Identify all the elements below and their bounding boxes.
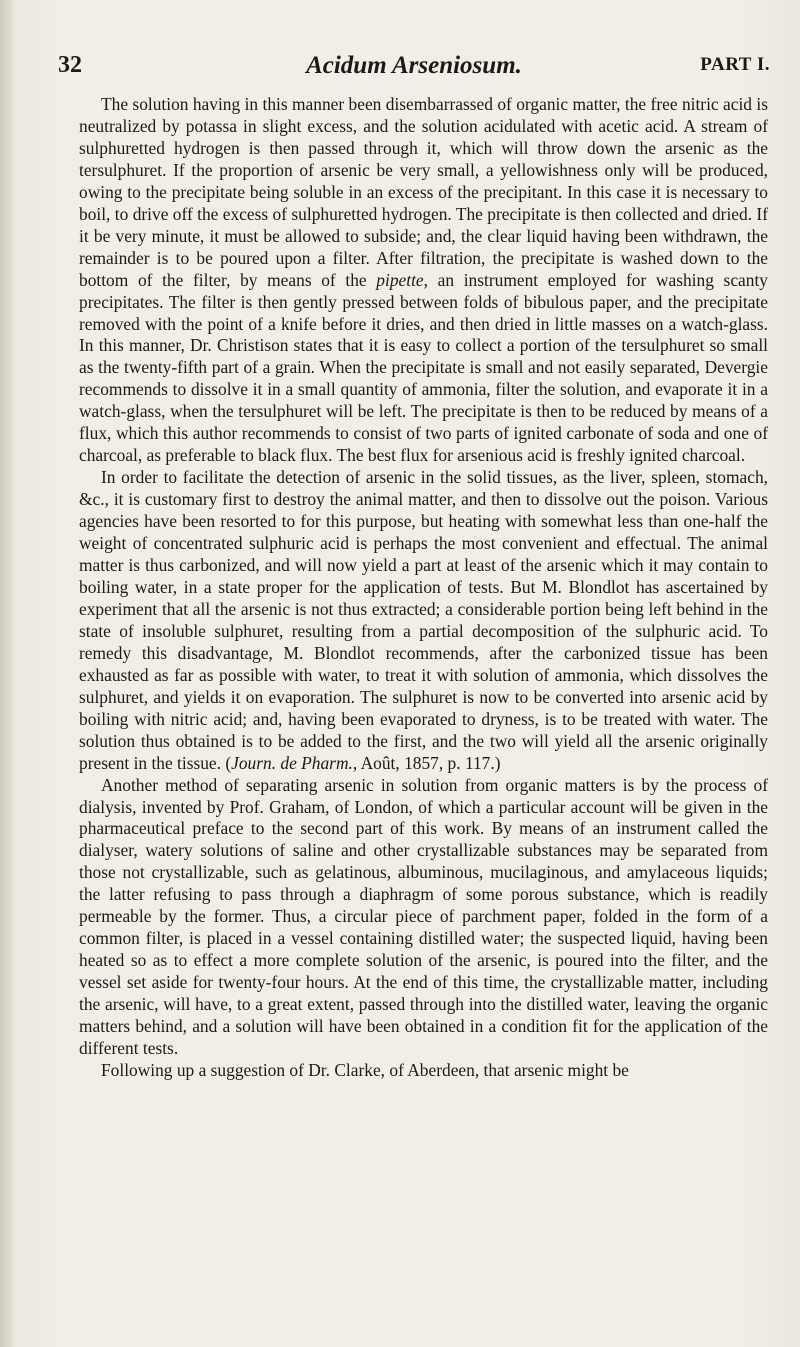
paragraph-text: In order to facilitate the detection of arsenic in the solid tissues, as the liver, spleen, stomach, &c., it is customary first to destroy the animal matter, and then to dissolve out the poison. Various agencies have been resorted to for this purpose, but heating with somewhat less than one-half the weight of concentrated sulphuric acid is perhaps the most convenient and effectual. The animal matter is thus carbonized, and will now yield a part at least of the arsenic which it may contain to boiling water, in a state proper for the application of tests. But M. Blondlot has ascertained by experiment that all the arsenic is not thus extracted; a considerable portion being left behind in the state of insoluble sulphuret, resulting from a partial decomposition of the sulphuric acid. To remedy this disadvantage, M. Blondlot recommends, after the carbonized tissue has been exhausted as far as possible with water, to treat it with solution of ammonia, which dissolves the sulphuret, and yields it on evaporation. The sulphuret is now to be converted into arsenic acid by boiling with nitric acid; and, having been evaporated to dryness, is to be treated with water. The solution thus obtained is to be added to the first, and the two will yield all the arsenic originally present in the tissue. ( xyxy=(79,467,768,773)
paragraph-text: , an instrument employed for washing scanty precipitates. The filter is then gently pressed between folds of bibulous paper, and the precipitate removed with the point of a knife before it dries, and then dried in little masses on a watch-glass. In this manner, Dr. Christison states that it is easy to collect a portion of the tersulphuret so small as the twenty-fifth part of a grain. When the precipitate is small and not easily separated, Devergie recommends to dissolve it in a small quantity of ammonia, filter the solution, and evaporate it in a watch-glass, when the tersulphuret will be left. The precipitate is then to be reduced by means of a flux, which this author recommends to consist of two parts of ignited carbonate of soda and one of charcoal, as preferable to black flux. The best flux for arsenious acid is freshly ignited charcoal. xyxy=(79,269,768,466)
paragraph-text: Another method of separating arsenic in solution from organic matters is by the process of dialysis, invented by Prof. Graham, of London, of which a particular account will be given in the pharmaceutical preface to the second part of this work. By means of an instrument called the dialyser, watery solutions of saline and other crystallizable substances may be separated from those not crystallizable, such as gelatinous, albuminous, mucilaginous, and amylaceous liquids; the latter refusing to pass through a diaphragm of some porous substance, which is readily permeable by the former. Thus, a circular piece of parchment paper, folded in the form of a common filter, is placed in a vessel containing distilled water; the suspected liquid, having been heated so as to effect a more complete solution of the arsenic, is poured into the filter, and the vessel set aside for twenty-four hours. At the end of this time, the crystallizable matter, including the arsenic, will have, to a great extent, passed through into the distilled water, leaving the organic matters behind, and a solution will have been obtained in a condition fit for the application of the different tests. xyxy=(79,774,768,1058)
body-text xyxy=(79,94,768,1082)
page-spine-shadow xyxy=(0,0,14,1347)
paragraph-italic: pipette xyxy=(376,269,424,290)
paragraph-text: The solution having in this manner been disembarrassed of organic matter, the free nitric acid is neutralized by potassa in slight excess, and the solution acidulated with acetic acid. A stream of sulphuretted hydrogen is then passed through it, which will throw down the arsenic as the tersulphuret. If the proportion of arsenic be very small, a yellowishness only will be produced, owing to the precipitate being soluble in an excess of the precipitant. In this case it is necessary to boil, to drive off the excess of sulphuretted hydrogen. The precipitate is then collected and dried. If it be very minute, it must be allowed to subside; and, the clear liquid having been withdrawn, the remainder is to be poured upon a filter. After filtration, the precipitate is washed down to the bottom of the filter, by means of the xyxy=(79,94,768,290)
paragraph xyxy=(79,467,768,774)
paragraph-text: Following up a suggestion of Dr. Clarke, of Aberdeen, that arsenic might be xyxy=(101,1059,629,1080)
paragraph-italic: Journ. de Pharm. xyxy=(231,752,353,773)
paragraph-text: , Août, 1857, p. 117.) xyxy=(352,752,501,773)
paragraph xyxy=(79,1060,768,1082)
running-title: Acidum Arseniosum. xyxy=(306,52,522,79)
page-number: 32 xyxy=(58,52,82,78)
running-header xyxy=(58,52,770,84)
paragraph xyxy=(79,94,768,467)
part-label: PART I. xyxy=(700,54,770,75)
paragraph xyxy=(79,775,768,1060)
